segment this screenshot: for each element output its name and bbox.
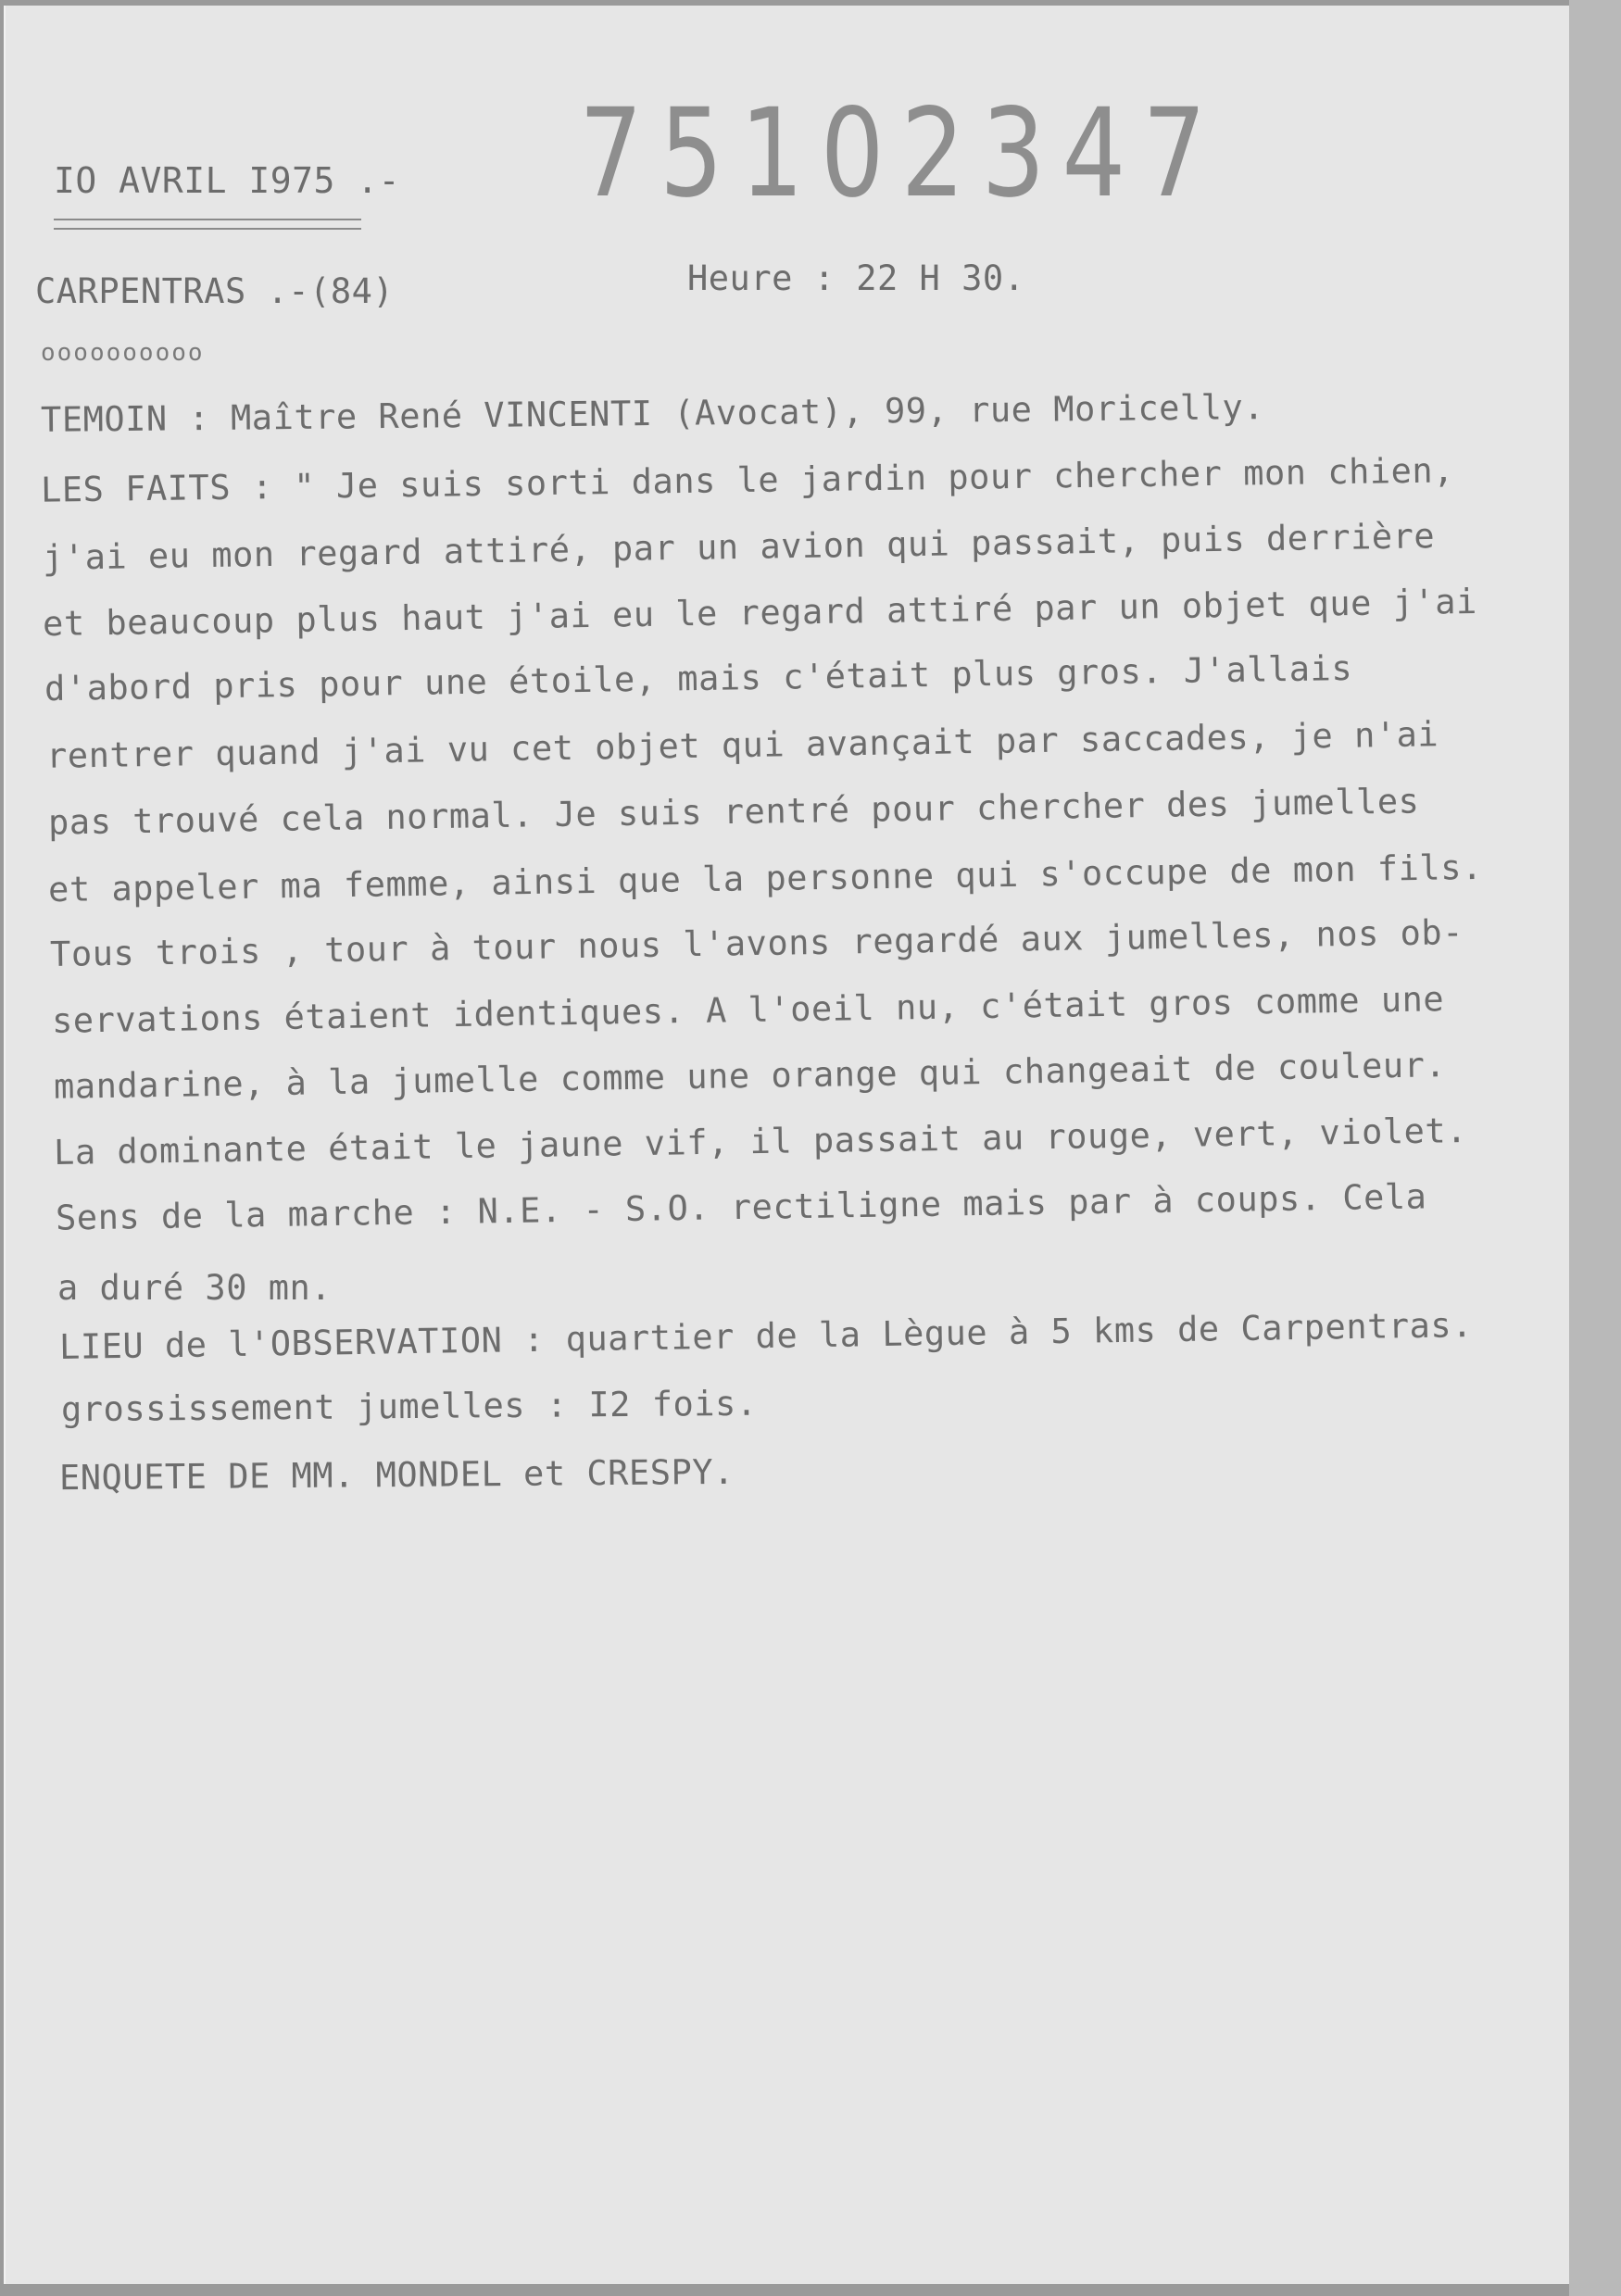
body-line: mandarine, à la jumelle comme une orange qui changeait de couleur. [53, 1045, 1447, 1107]
body-line: pas trouvé cela normal. Je suis rentré pour chercher des jumelles [47, 781, 1420, 843]
body-line: d'abord pris pour une étoile, mais c'était plus gros. J'allais [44, 647, 1353, 709]
body-line: rentrer quand j'ai vu cet objet qui avançait par saccades, je n'ai [45, 714, 1439, 776]
date-underline-2 [54, 228, 361, 230]
body-line: Sens de la marche : N.E. - S.O. rectiligne mais par à coups. Cela [55, 1176, 1427, 1238]
body-line: j'ai eu mon regard attiré, par un avion qui passait, puis derrière [42, 516, 1436, 578]
body-line: a duré 30 mn. [57, 1268, 333, 1308]
magnification-line: grossissement jumelles : I2 fois. [60, 1383, 758, 1430]
file-number-stamp: 75102347 [579, 82, 1224, 225]
report-time: Heure : 22 H 30. [687, 258, 1025, 298]
location-line: LIEU de l'OBSERVATION : quartier de la Lègue à 5 kms de Carpentras. [58, 1305, 1474, 1367]
separator-row: oooooooooo [41, 339, 205, 367]
body-line: La dominante était le jaune vif, il passait au rouge, vert, violet. [53, 1110, 1468, 1173]
body-line: et beaucoup plus haut j'ai eu le regard attiré par un objet que j'ai [42, 581, 1478, 645]
scan-margin [1569, 0, 1621, 2296]
facts-line: LES FAITS : " Je suis sorti dans le jardin pour chercher mon chien, [40, 450, 1455, 510]
report-location: CARPENTRAS .-(84) [35, 271, 395, 311]
report-date: IO AVRIL I975 .- [54, 160, 401, 201]
body-line: et appeler ma femme, ainsi que la personne qui s'occupe de mon fils. [47, 847, 1484, 910]
date-underline [54, 219, 361, 220]
body-line: servations étaient identiques. A l'oeil nu, c'était gros comme une [51, 979, 1445, 1041]
witness-line: TEMOIN : Maître René VINCENTI (Avocat), 99, rue Moricelly. [40, 387, 1265, 440]
investigators-line: ENQUETE DE MM. MONDEL et CRESPY. [58, 1451, 735, 1499]
body-line: Tous trois , tour à tour nous l'avons regardé aux jumelles, nos ob- [49, 912, 1464, 974]
